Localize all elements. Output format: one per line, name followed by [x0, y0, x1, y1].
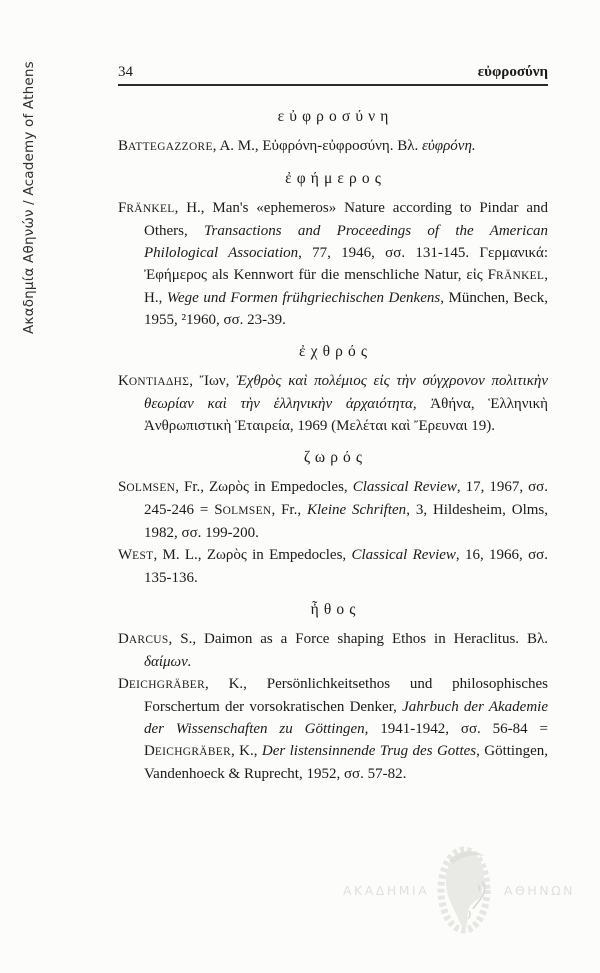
title-italic: εὐφρόνη. — [422, 138, 476, 154]
author-small-caps — [118, 479, 175, 495]
watermark-text-left: ΑΚΑΔΗΜΙΑ — [343, 882, 430, 898]
author-small-caps — [488, 267, 545, 283]
entry-text: , H., Man's «ephemeros» Nature according to Pindar and Others, — [144, 200, 548, 239]
author-initial: D — [118, 631, 129, 647]
entry-text: , Fr., Ζωρὸς in Empedocles, — [175, 479, 353, 495]
author-small-caps — [118, 547, 153, 563]
author-initial: S — [118, 479, 127, 495]
title-italic: Classical Review — [351, 547, 456, 563]
page-header — [118, 64, 548, 86]
bibliography-entry — [118, 476, 548, 544]
section-heading: ἦθος — [310, 601, 361, 618]
entry-text: , München, Beck, 1955, ²1960, σσ. 23-39. — [144, 290, 548, 328]
entry-text: , H., — [144, 267, 548, 306]
page-number: 34 — [118, 64, 133, 80]
entry-text: , 16, 1966, σσ. 135-136. — [144, 547, 549, 586]
author-initial: D — [144, 743, 155, 759]
library-stamp-vertical: Ακαδημία Αθηνών / Academy of Athens — [21, 61, 37, 334]
author-small-caps — [144, 743, 231, 759]
author-rest: OLMSEN — [126, 482, 176, 494]
entry-text: , M. L., Ζωρὸς in Empedocles, — [153, 547, 352, 563]
author-small-caps — [214, 502, 271, 518]
bibliography-entry — [118, 628, 548, 673]
entry-text: , K., Persönlichkeitsethos und philosophisches Forschertum der vorsokratischen Denker, — [144, 676, 548, 715]
title-italic: Transactions and Proceedings of the American Philological Association — [144, 223, 548, 261]
section-heading: ζωρός — [303, 449, 368, 466]
author-initial: F — [487, 267, 496, 283]
author-rest: ARCUS — [128, 634, 169, 646]
author-rest: RÄNKEL — [496, 270, 545, 282]
entry-text: , Ἴων, — [189, 373, 237, 389]
running-title: εὐφροσύνη — [477, 64, 548, 80]
author-rest: EST — [132, 550, 154, 562]
title-italic: Kleine Schriften — [306, 502, 407, 518]
bibliography-entry — [118, 673, 548, 785]
author-small-caps — [118, 676, 205, 692]
title-italic: δαίμων. — [144, 654, 192, 670]
author-rest: EICHGRÄBER — [154, 746, 232, 758]
author-small-caps — [118, 200, 175, 216]
author-initial: W — [118, 547, 133, 563]
entry-text: , A. M., Εὐφρόνη-εὐφροσύνη. Βλ. — [212, 138, 422, 154]
section-heading: ἐχθρός — [298, 343, 373, 360]
section-heading: εὐφροσύνη — [277, 108, 394, 125]
author-rest: EICHGRÄBER — [128, 679, 206, 691]
entry-text: , Göttingen, Vandenhoeck & Ruprecht, 1952, σσ. 57-82. — [144, 743, 548, 782]
title-italic: Wege und Formen frühgriechischen Denkens — [166, 290, 441, 306]
author-rest: ATTEGAZZORE — [128, 141, 213, 153]
author-initial: Κ — [118, 373, 129, 389]
title-italic: Jahrbuch der Akademie der Wissenschaften zu Göttingen — [144, 699, 548, 737]
entry-text: , 17, 1967, σσ. 245-246 = — [144, 479, 549, 518]
entry-text: , S., Daimon as a Force shaping Ethos in Heraclitus. Βλ. — [168, 631, 548, 647]
author-small-caps — [118, 373, 189, 389]
title-italic: Der listensinnende Trug des Gottes — [261, 743, 477, 759]
entry-text: , 3, Hildesheim, Olms, 1982, σσ. 199-200. — [144, 502, 548, 541]
bibliography-entry — [118, 197, 548, 331]
author-small-caps — [118, 631, 169, 647]
watermark-text-right: ΑΘΗΝΩΝ — [503, 882, 575, 898]
author-initial: F — [118, 200, 127, 216]
bibliography-entry — [118, 544, 548, 589]
entry-text: , K., — [231, 743, 262, 759]
author-initial: D — [118, 676, 129, 692]
entry-text: , 1941-1942, σσ. 56-84 = — [364, 721, 549, 737]
bibliography-entry — [118, 370, 548, 437]
bibliography — [118, 96, 548, 785]
academy-watermark — [343, 845, 575, 935]
section-heading: ἐφήμερος — [285, 170, 387, 187]
author-initial: S — [214, 502, 223, 518]
author-rest: ΟΝΤΙΑΔΗΣ — [128, 376, 190, 388]
athena-head-emblem-icon — [436, 845, 498, 935]
author-initial: B — [118, 138, 129, 154]
author-rest: OLMSEN — [222, 505, 272, 517]
entry-text: , Fr., — [271, 502, 307, 518]
title-italic: Ἐχθρὸς καὶ πολέμιος εἰς τὴν σύγχρονον πολιτικὴν θεωρίαν καὶ τὴν ἑλληνικὴν ἀρχαιότητα — [144, 373, 548, 412]
bibliography-entry — [118, 135, 548, 158]
entry-text: , 77, 1946, σσ. 131-145. Γερμανικά: Ἐφήμερος als Kennwort für die menschliche Natur, εἰς — [144, 245, 549, 283]
title-italic: Classical Review — [352, 479, 457, 495]
author-small-caps — [118, 138, 213, 154]
entry-text: , Ἀθήνα, Ἑλληνικὴ Ἀνθρωπιστικὴ Ἑταιρεία, 1969 (Μελέται καὶ Ἔρευναι 19). — [144, 396, 548, 434]
author-rest: RÄNKEL — [126, 203, 175, 215]
